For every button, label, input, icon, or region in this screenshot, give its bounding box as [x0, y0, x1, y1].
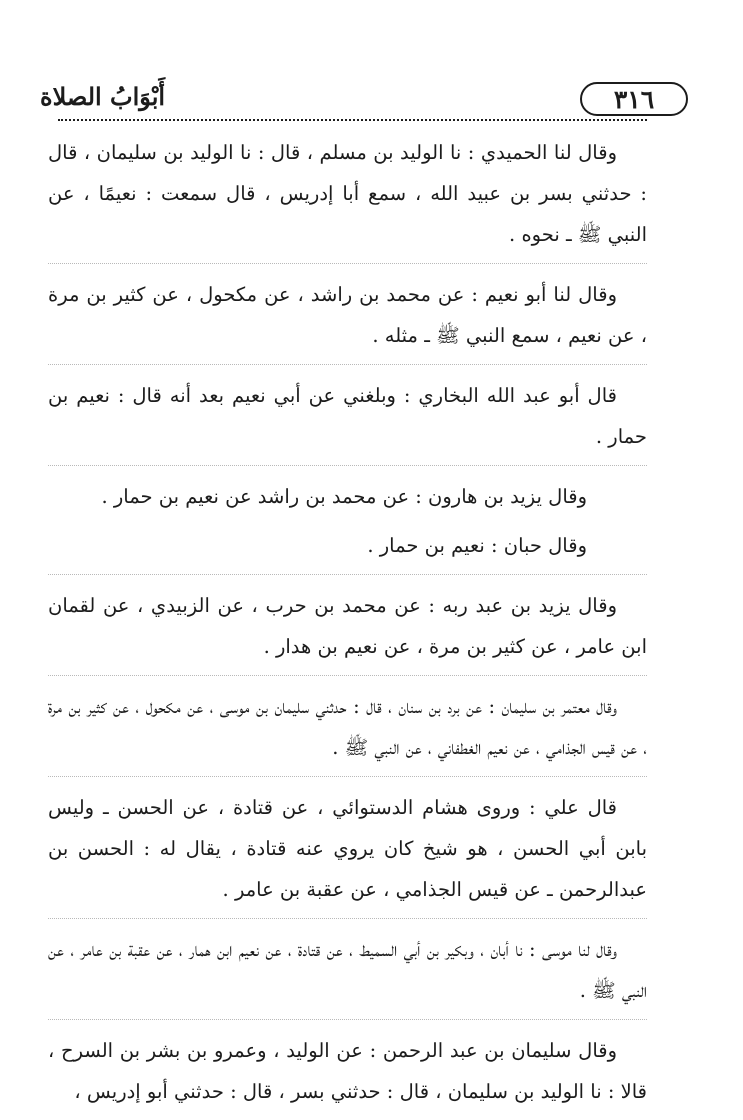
- paragraph-separator: [48, 263, 647, 264]
- header-divider: [58, 119, 647, 121]
- paragraph-separator: [48, 675, 647, 676]
- paragraph-separator: [48, 776, 647, 777]
- paragraph-separator: [48, 918, 647, 919]
- running-title: أَبْوَابُ الصلاة: [40, 82, 166, 111]
- paragraph-separator: [48, 574, 647, 575]
- paragraph: وقال لنا أبو نعيم : عن محمد بن راشد ، عن مكحول ، عن كثير بن مرة ، عن نعيم ، سمع النبي ﷺ ـ مثله .: [48, 283, 647, 347]
- paragraph: وقال يزيد بن عبد ربه : عن محمد بن حرب ، عن الزبيدي ، عن لقمان ابن عامر ، عن كثير بن مرة ، عن نعيم بن هدار .: [48, 594, 647, 658]
- paragraph: وقال يزيد بن هارون : عن محمد بن راشد عن نعيم بن حمار .: [101, 485, 587, 508]
- page-number: ٣١٦: [580, 82, 688, 116]
- paragraph-separator: [48, 465, 647, 466]
- paragraph: وقال لنا الحميدي : نا الوليد بن مسلم ، قال : نا الوليد بن سليمان ، قال : حدثني بسر بن عبيد الله ، سمع أبا إدريس ، قال سمعت : نعيمًا ، عن النبي ﷺ ـ نحوه .: [48, 141, 647, 246]
- page-body: [48, 132, 647, 1120]
- paragraph: وقال سليمان بن عبد الرحمن : عن الوليد ، وعمرو بن بشر بن السرح ، قالا : نا الوليد بن سليمان ، قال : حدثني بسر ، قال : حدثني أبو إدريس ،: [48, 1039, 647, 1103]
- paragraph-separator: [48, 1019, 647, 1020]
- paragraph: وقال حبان : نعيم بن حمار .: [367, 534, 587, 557]
- paragraph: وقال معتمر بن سليمان : عن برد بن سنان ، قال : حدثني سليمان بن موسى ، عن مكحول ، عن كثير بن مرة ، عن قيس الجذامي ، عن نعيم الغطفاني ، عن النبي ﷺ .: [48, 695, 647, 759]
- paragraph: قال علي : وروى هشام الدستوائي ، عن قتادة ، عن الحسن ـ وليس بابن أبي الحسن ، هو شيخ كان يروي عنه قتادة ، يقال له : الحسن بن عبدالرحمن ـ عن قيس الجذامي ، عن عقبة بن عامر .: [48, 796, 647, 901]
- page-header: [40, 60, 693, 116]
- paragraph-separator: [48, 364, 647, 365]
- paragraph: قال أبو عبد الله البخاري : وبلغني عن أبي نعيم بعد أنه قال : نعيم بن حمار .: [48, 384, 647, 448]
- paragraph: وقال لنا موسى : نا أبان ، وبكير بن أبي السميط ، عن قتادة ، عن نعيم ابن همار ، عن عقبة بن عامر ، عن النبي ﷺ .: [48, 938, 647, 1002]
